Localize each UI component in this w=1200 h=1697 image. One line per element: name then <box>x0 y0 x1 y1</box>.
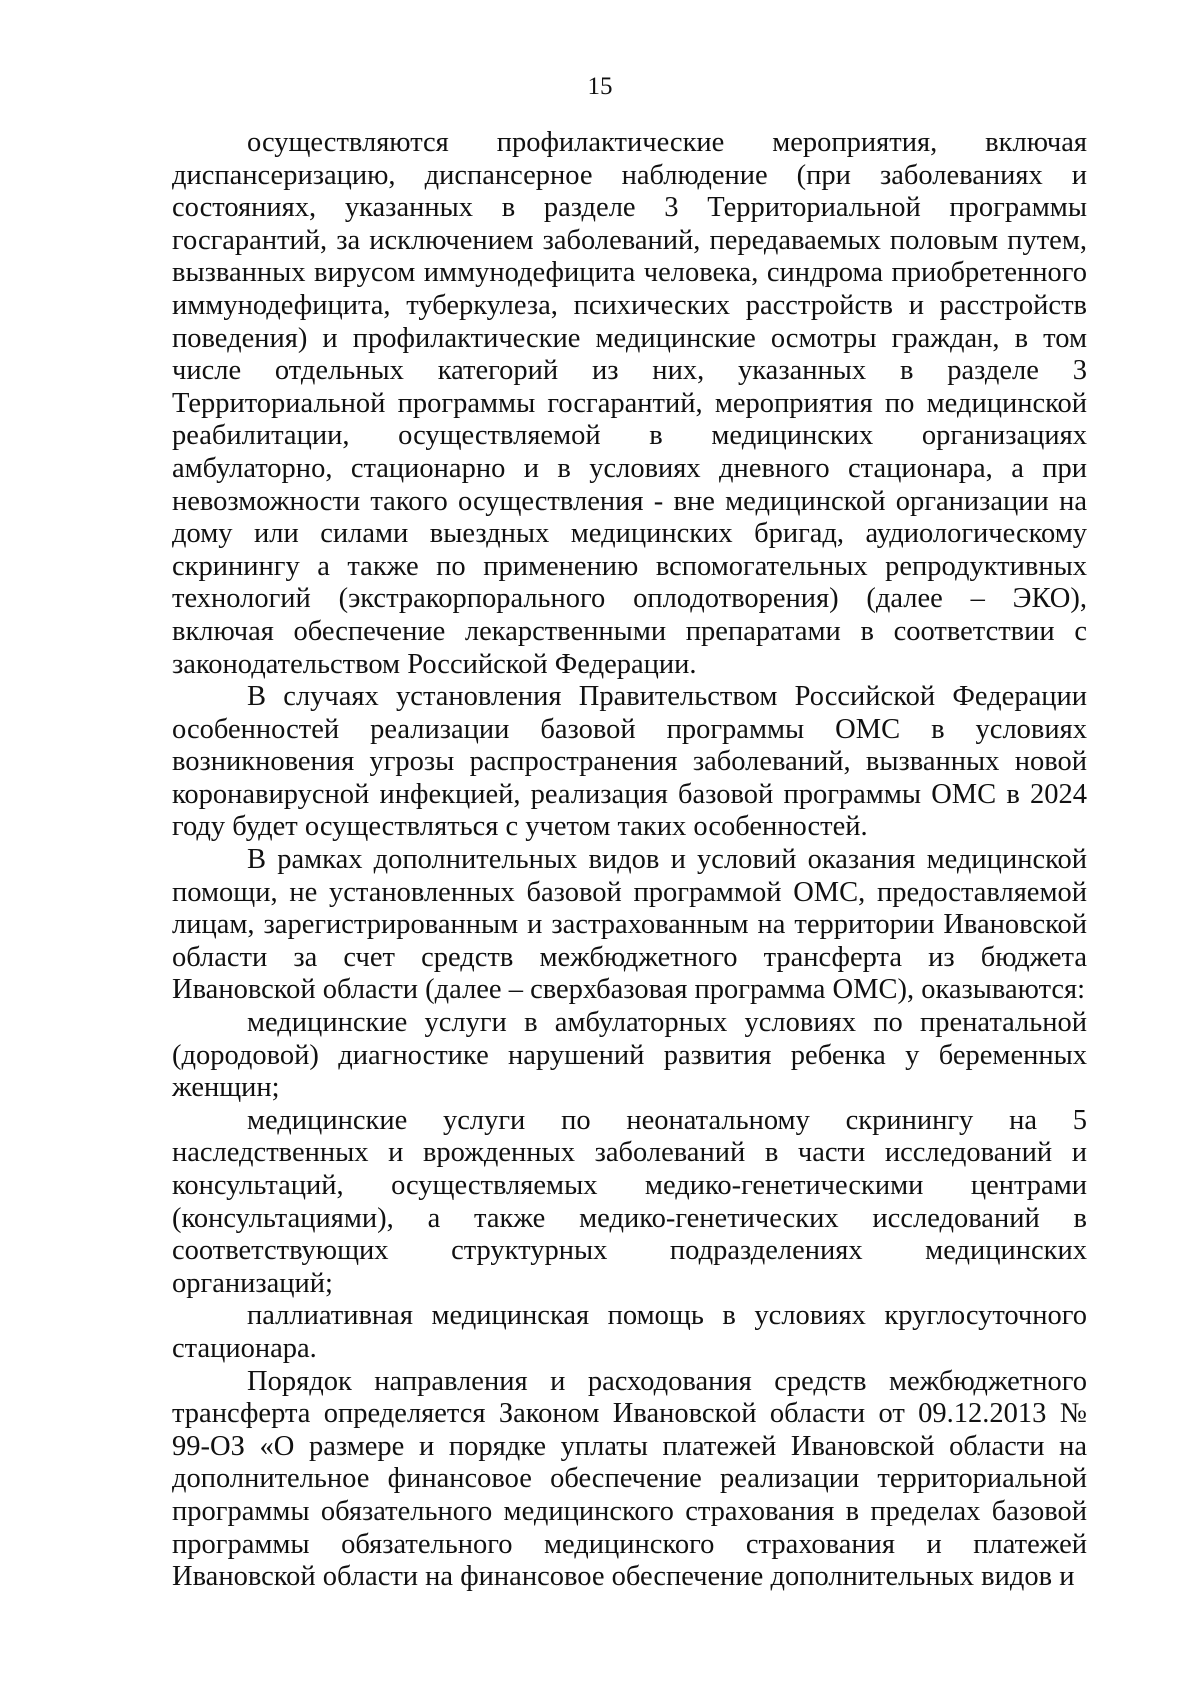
document-body <box>172 127 1087 1594</box>
paragraph-neonatal-screening: медицинские услуги по неонатальному скринингу на 5 наследственных и врожденных заболеваний в части исследований и консультаций, осуществляемых медико-генетическими центрами (консультациями), а также медико-генетических исследований в соответствующих структурных подразделениях медицинских организаций; <box>172 1104 1087 1299</box>
paragraph-transfer-procedure: Порядок направления и расходования средств межбюджетного трансферта определяется Законом Ивановской области от 09.12.2013 № 99-ОЗ «О размере и порядке уплаты платежей Ивановской области на дополнительное финансовое обеспечение реализации территориальной программы обязательного медицинского страхования в пределах базовой программы обязательного медицинского страхования и платежей Ивановской области на финансовое обеспечение дополнительных видов и <box>172 1365 1087 1593</box>
paragraph-prenatal-diagnostics: медицинские услуги в амбулаторных условиях по пренатальной (дородовой) диагностике нарушений развития ребенка у беременных женщин; <box>172 1007 1087 1104</box>
paragraph-palliative-care: паллиативная медицинская помощь в условиях круглосуточного стационара. <box>172 1300 1087 1364</box>
page-number: 15 <box>587 73 613 100</box>
paragraph-additional-types: В рамках дополнительных видов и условий оказания медицинской помощи, не установленных базовой программой ОМС, предоставляемой лицам, зарегистрированным и застрахованным на территории Ивановской области за счет средств межбюджетного трансферта из бюджета Ивановской области (далее – сверхбазовая программа ОМС), оказываются: <box>172 844 1087 1006</box>
paragraph-preventive-measures: осуществляются профилактические мероприятия, включая диспансеризацию, диспансерное наблюдение (при заболеваниях и состояниях, указанных в разделе 3 Территориальной программы госгарантий, за исключением заболеваний, передаваемых половым путем, вызванных вирусом иммунодефицита человека, синдрома приобретенного иммунодефицита, туберкулеза, психических расстройств и расстройств поведения) и профилактические медицинские осмотры граждан, в том числе отдельных категорий из них, указанных в разделе 3 Территориальной программы госгарантий, мероприятия по медицинской реабилитации, осуществляемой в медицинских организациях амбулаторно, стационарно и в условиях дневного стационара, а при невозможности такого осуществления - вне медицинской организации на дому или силами выездных медицинских бригад, аудиологическому скринингу а также по применению вспомогательных репродуктивных технологий (экстракорпорального оплодотворения) (далее – ЭКО), включая обеспечение лекарственными препаратами в соответствии с законодательством Российской Федерации. <box>172 127 1087 680</box>
paragraph-coronavirus-features: В случаях установления Правительством Российской Федерации особенностей реализации базовой программы ОМС в условиях возникновения угрозы распространения заболеваний, вызванных новой коронавирусной инфекцией, реализация базовой программы ОМС в 2024 году будет осуществляться с учетом таких особенностей. <box>172 681 1087 843</box>
